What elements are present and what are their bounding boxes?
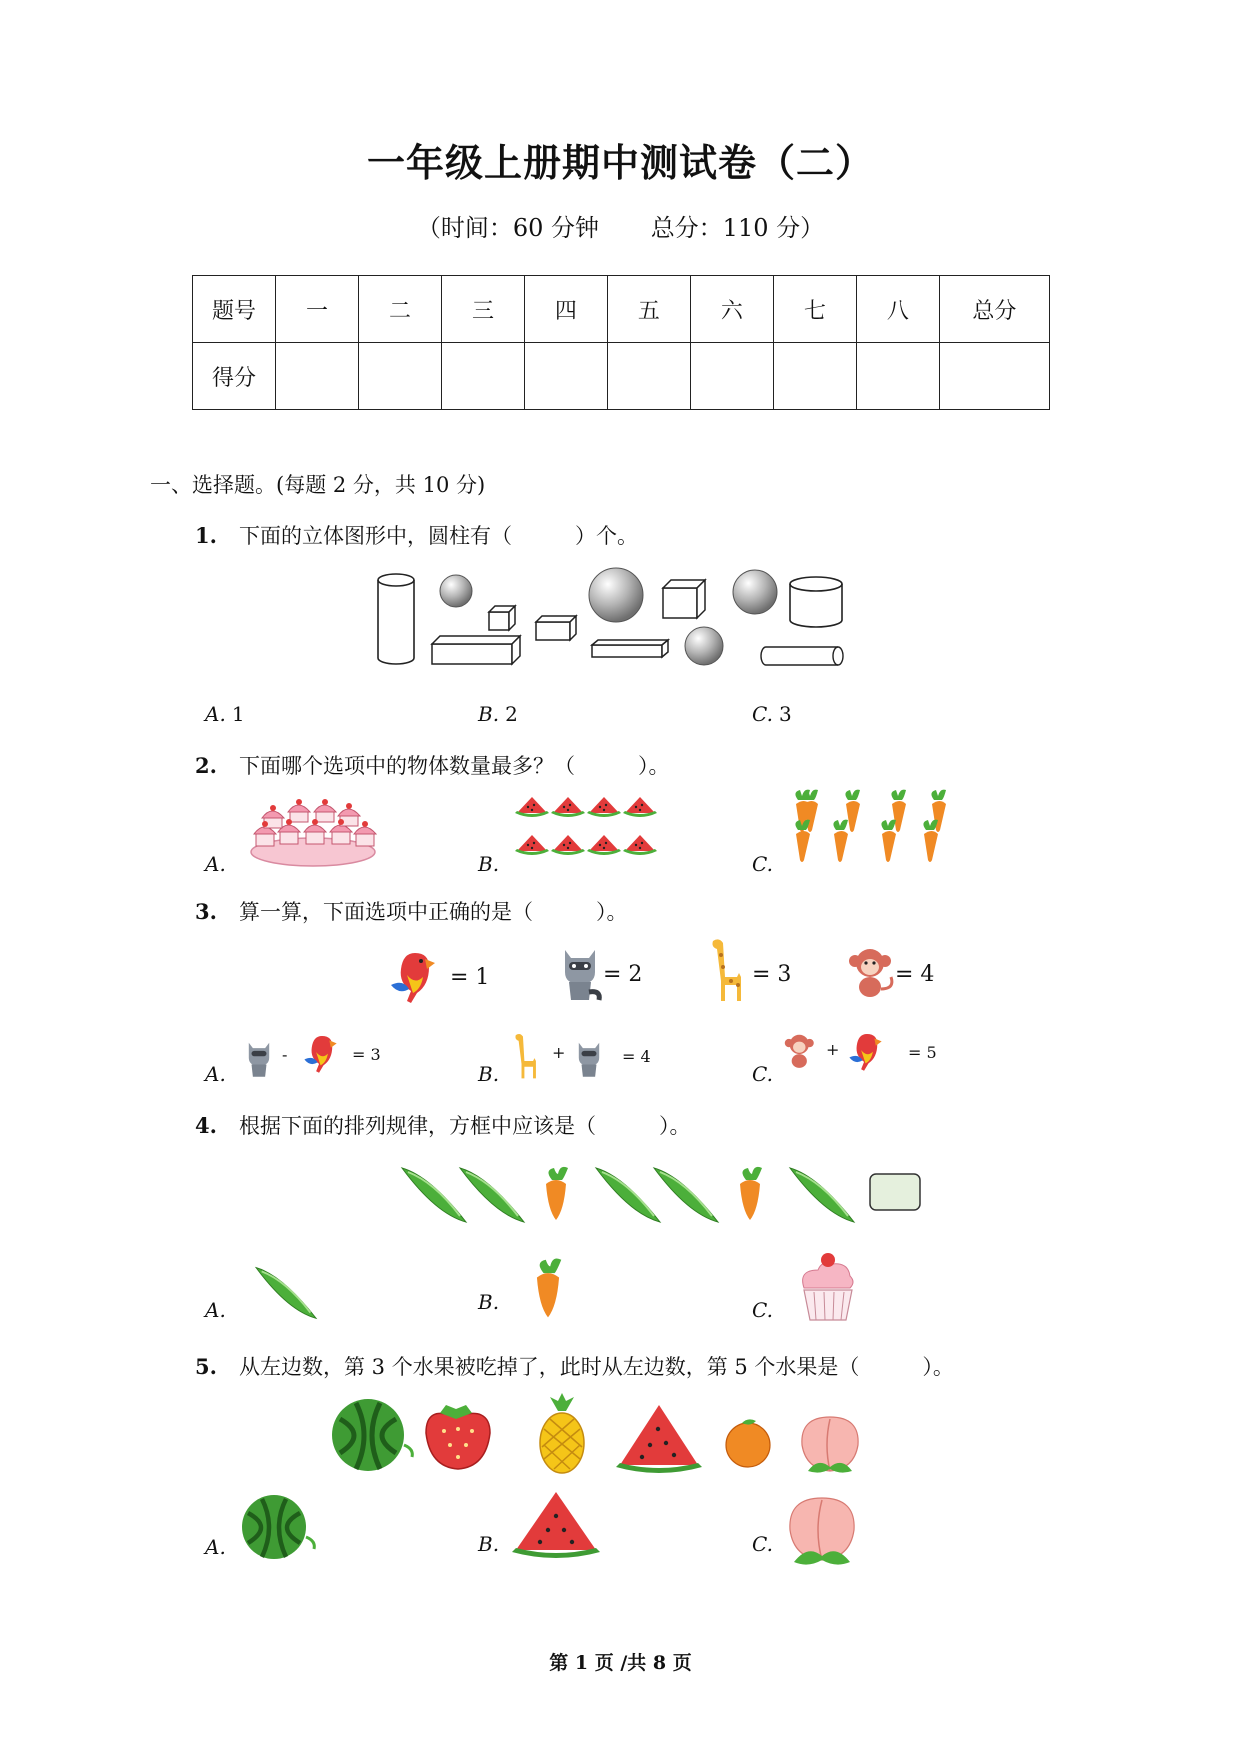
score-cell[interactable]: [773, 343, 856, 410]
question-number: 1.: [195, 523, 217, 548]
sphere-icon: [440, 575, 472, 607]
cucumber-icon: [790, 1168, 854, 1222]
option-b[interactable]: B. 2: [478, 702, 518, 726]
result: = 5: [908, 1043, 937, 1062]
sphere-icon: [733, 570, 777, 614]
score-cell[interactable]: [856, 343, 939, 410]
question-text: 从左边数，第 3 个水果被吃掉了，此时从左边数，第 5 个水果是（ ）。: [239, 1355, 954, 1379]
watermelon-icon: [332, 1399, 412, 1471]
score-table-score-row: [193, 343, 1050, 410]
legend-value: = 2: [603, 962, 643, 987]
cell: 四: [524, 276, 607, 343]
monkey-icon: [845, 945, 900, 1000]
question-text: 根据下面的排列规律，方框中应该是（ ）。: [239, 1114, 691, 1138]
option-b[interactable]: B.: [478, 1532, 500, 1556]
cylinder-icon: [378, 574, 414, 664]
cell: 一: [275, 276, 358, 343]
option-c[interactable]: C.: [752, 1062, 773, 1086]
question-4: [195, 1110, 691, 1140]
cucumber-icon: [596, 1168, 660, 1222]
cell: 得分: [193, 343, 276, 410]
option-b[interactable]: B.: [478, 1290, 500, 1314]
parrot-icon: [385, 945, 445, 1010]
score-cell[interactable]: [441, 343, 524, 410]
cucumber-icon: [402, 1168, 466, 1222]
option-a[interactable]: A.: [205, 852, 226, 876]
raccoon-icon: [555, 940, 605, 1005]
cucumber-icon: [252, 1262, 322, 1322]
fruit-row: [330, 1395, 930, 1475]
option-a[interactable]: A.: [205, 1298, 226, 1322]
watermelon-slices-icon: [515, 795, 665, 865]
cupcakes-plate-icon: [248, 790, 378, 870]
carrot-icon: [530, 1262, 566, 1324]
watermelon-slice-icon: [616, 1405, 702, 1473]
peach-icon: [782, 1490, 862, 1570]
cell: 八: [856, 276, 939, 343]
question-text: 下面哪个选项中的物体数量最多？（ ）。: [239, 754, 670, 778]
score-cell[interactable]: [607, 343, 690, 410]
raccoon-icon: [572, 1035, 606, 1081]
score-cell[interactable]: [690, 343, 773, 410]
option-b[interactable]: B.: [478, 1062, 500, 1086]
pattern-sequence: [400, 1160, 930, 1230]
score-cell[interactable]: [358, 343, 441, 410]
cucumber-icon: [654, 1168, 718, 1222]
cell: 二: [358, 276, 441, 343]
cell: 五: [607, 276, 690, 343]
cucumber-icon: [460, 1168, 524, 1222]
question-5: [195, 1351, 954, 1381]
parrot-icon: [300, 1030, 344, 1078]
exam-time: （时间：60 分钟: [416, 214, 600, 242]
legend-value: = 4: [895, 962, 935, 987]
cuboid-icon: [592, 640, 668, 657]
carrot-icon: [546, 1167, 568, 1220]
answer-box: [870, 1174, 920, 1210]
cell: 六: [690, 276, 773, 343]
question-1: [195, 520, 638, 550]
operator: -: [282, 1045, 288, 1064]
orange-icon: [726, 1419, 770, 1467]
question-number: 3.: [195, 899, 217, 924]
question-number: 5.: [195, 1354, 217, 1379]
page-footer: 第 1 页 /共 8 页: [549, 1652, 692, 1674]
monkey-icon: [782, 1032, 820, 1070]
option-c[interactable]: C.: [752, 1298, 773, 1322]
section-heading: 一、选择题。(每题 2 分，共 10 分): [150, 473, 486, 497]
carrots-icon: [790, 790, 970, 870]
page-title: 一年级上册期中测试卷（二）: [366, 141, 874, 185]
cell: 题号: [193, 276, 276, 343]
score-table-header-row: [193, 276, 1050, 343]
score-cell[interactable]: [939, 343, 1049, 410]
cell: 七: [773, 276, 856, 343]
option-b[interactable]: B.: [478, 852, 500, 876]
cylinder-icon: [761, 647, 843, 665]
legend-value: = 3: [752, 962, 792, 987]
pineapple-icon: [540, 1393, 584, 1473]
operator: +: [552, 1043, 566, 1062]
result: = 3: [352, 1045, 381, 1064]
watermelon-icon: [240, 1493, 330, 1563]
watermelon-slice-icon: [512, 1490, 602, 1560]
question-number: 2.: [195, 753, 217, 778]
score-table: [192, 275, 1050, 410]
cuboid-icon: [432, 636, 520, 664]
question-2: [195, 750, 670, 780]
question-3: [195, 896, 628, 926]
option-a[interactable]: A.: [205, 1535, 226, 1559]
score-cell[interactable]: [275, 343, 358, 410]
giraffe-icon: [705, 935, 755, 1005]
cuboid-icon: [536, 616, 576, 640]
raccoon-icon: [242, 1035, 276, 1081]
option-c[interactable]: C.: [752, 852, 773, 876]
cube-icon: [489, 606, 515, 630]
solid-shapes-figure: [370, 565, 870, 675]
cube-icon: [663, 580, 705, 618]
peach-icon: [802, 1417, 858, 1473]
option-c[interactable]: C. 3: [752, 702, 792, 726]
operator: +: [826, 1040, 840, 1059]
result: = 4: [622, 1047, 651, 1066]
option-c[interactable]: C.: [752, 1532, 773, 1556]
strawberry-icon: [426, 1405, 490, 1469]
cupcake-icon: [798, 1250, 858, 1325]
sphere-icon: [589, 568, 643, 622]
option-a[interactable]: A. 1: [205, 702, 245, 726]
legend-value: = 1: [450, 965, 490, 990]
question-text: 算一算，下面选项中正确的是（ ）。: [239, 900, 628, 924]
cell: 总分: [939, 276, 1049, 343]
exam-info: [0, 208, 1241, 243]
exam-total: 总分：110 分）: [650, 214, 825, 242]
question-number: 4.: [195, 1113, 217, 1138]
sphere-icon: [685, 627, 723, 665]
score-cell[interactable]: [524, 343, 607, 410]
cylinder-icon: [790, 577, 842, 627]
giraffe-icon: [510, 1030, 546, 1082]
option-a[interactable]: A.: [205, 1062, 226, 1086]
carrot-icon: [740, 1167, 762, 1220]
parrot-icon: [845, 1028, 889, 1076]
question-text: 下面的立体图形中，圆柱有（ ）个。: [239, 524, 638, 548]
cell: 三: [441, 276, 524, 343]
